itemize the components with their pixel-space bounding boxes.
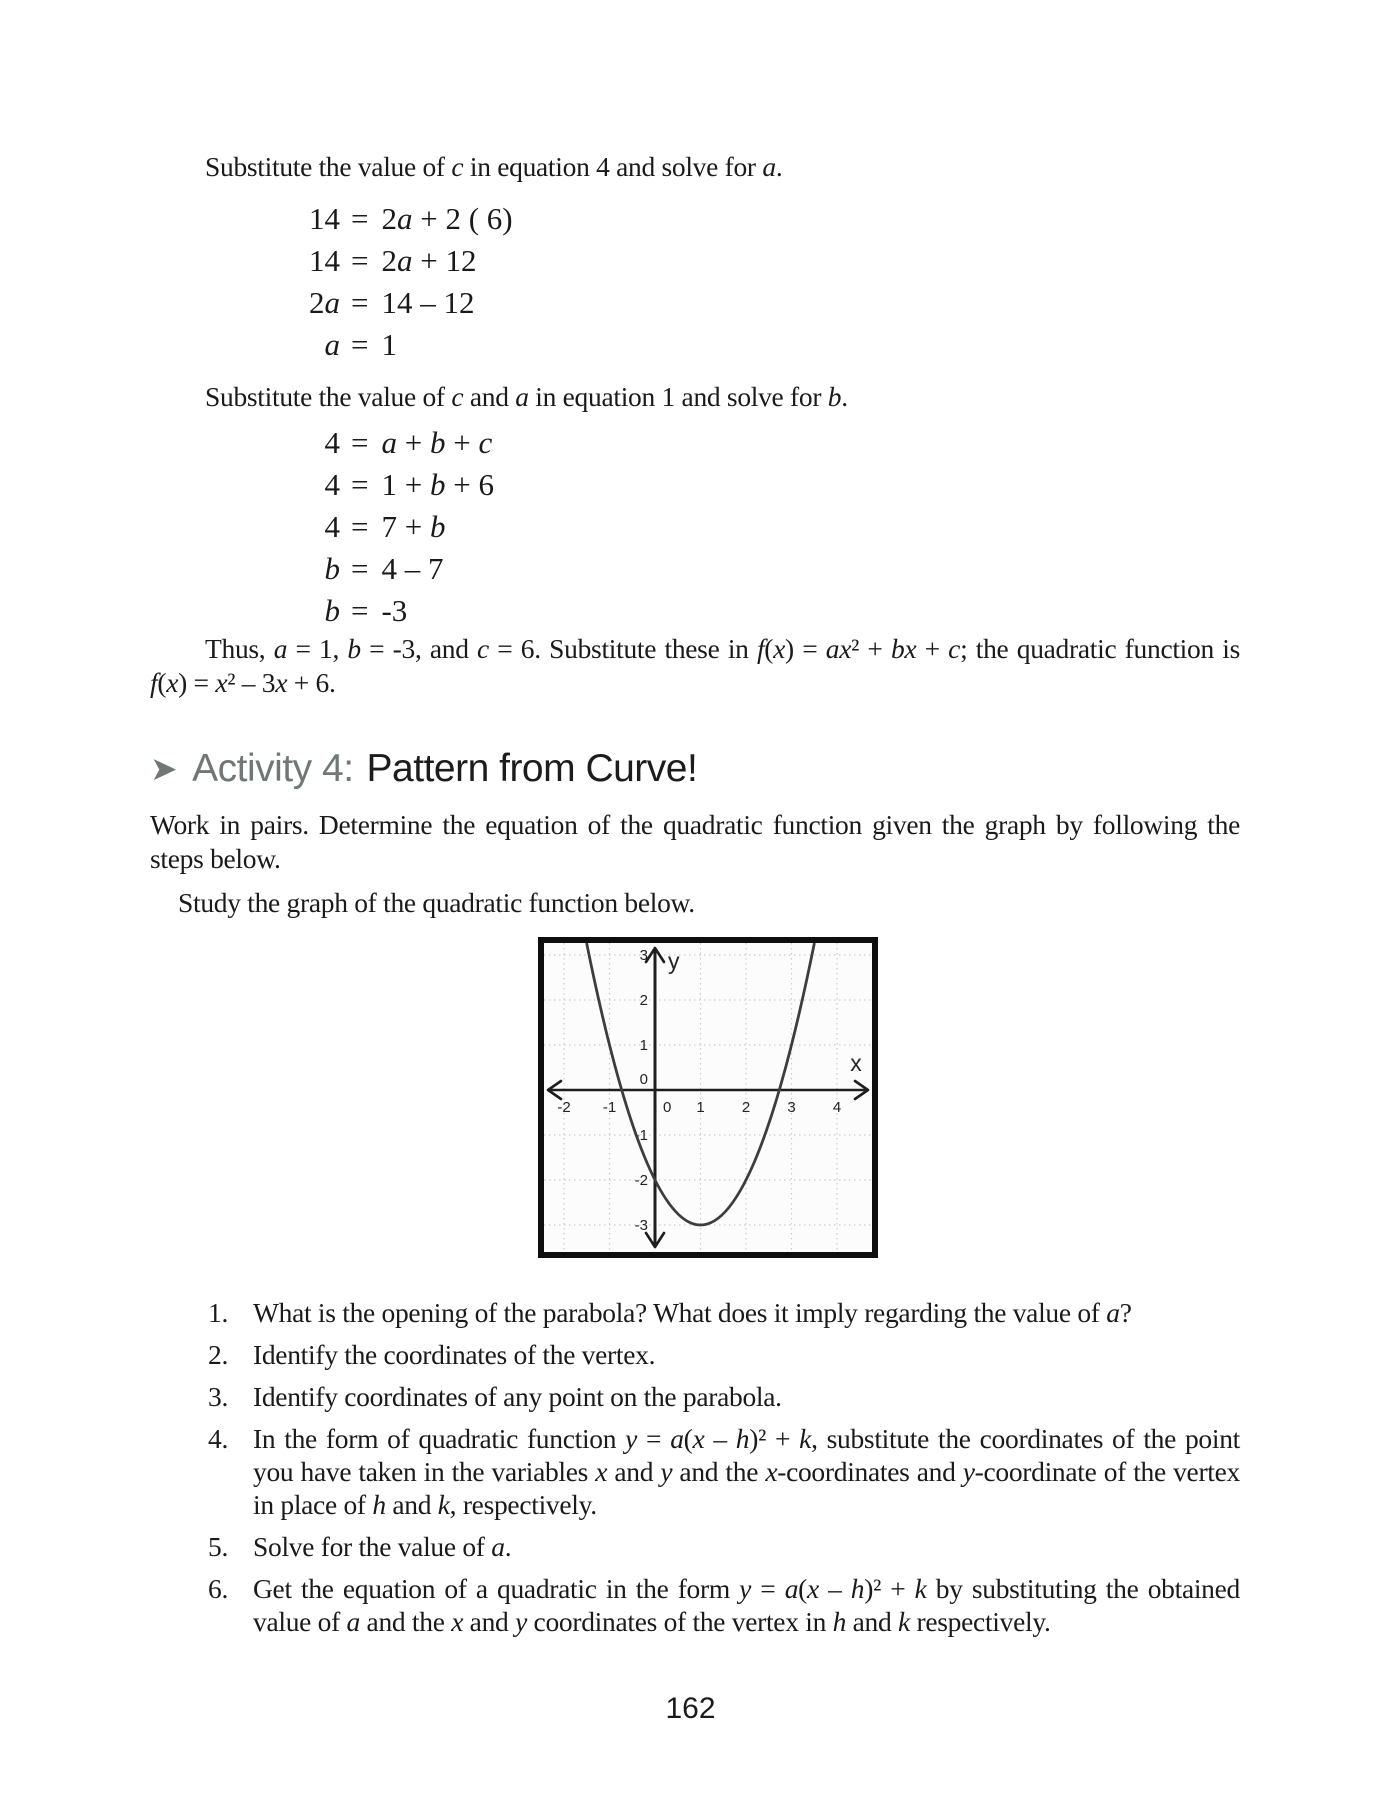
- svg-text:3: 3: [639, 947, 648, 964]
- equals-sign: =: [351, 327, 369, 362]
- equation-row: [150, 198, 1240, 240]
- equation-row: [150, 506, 1240, 548]
- equation-row: [150, 548, 1240, 590]
- equation-rhs: 1 + b + 6: [381, 467, 494, 502]
- list-item-text: Identify coordinates of any point on the parabola.: [253, 1381, 782, 1412]
- graph-figure: [538, 937, 878, 1258]
- equation-row: [150, 324, 1240, 366]
- question-list: [150, 1296, 1240, 1638]
- list-item: [150, 1296, 1240, 1329]
- activity-title: Pattern from Curve!: [366, 747, 698, 790]
- svg-text:-1: -1: [634, 1127, 648, 1144]
- svg-text:x: x: [850, 1050, 862, 1076]
- paragraph-substitute-c: Substitute the value of c in equation 4 and solve for a.: [205, 151, 783, 182]
- list-item-text: Get the equation of a quadratic in the form y = a(x – h)² + k by substituting the obtained value of a and the x and y coordinates of the vertex in h and k respectively.: [253, 1573, 1240, 1637]
- svg-text:1: 1: [696, 1099, 705, 1116]
- equation-rhs: 14 – 12: [381, 285, 475, 320]
- svg-text:y: y: [668, 948, 680, 974]
- equation-lhs: 14: [309, 243, 340, 278]
- activity-heading: [150, 744, 1240, 794]
- list-item-number: 4.: [208, 1423, 229, 1454]
- equals-sign: =: [351, 201, 369, 236]
- list-item: [150, 1422, 1240, 1521]
- equation-lhs: a: [324, 327, 340, 362]
- equation-rhs: a + b + c: [381, 425, 493, 460]
- equals-sign: =: [351, 593, 369, 628]
- equation-rhs: 1: [381, 327, 397, 362]
- equation-rhs: 2a + 12: [381, 243, 477, 278]
- arrowhead-icon: ➤: [150, 750, 178, 787]
- page-content: [150, 0, 1240, 1647]
- equals-sign: =: [351, 467, 369, 502]
- list-item-number: 5.: [208, 1531, 229, 1562]
- list-item: [150, 1338, 1240, 1371]
- page-number: 162: [665, 1692, 716, 1725]
- equation-lhs: 2a: [309, 285, 340, 320]
- svg-text:3: 3: [787, 1099, 796, 1116]
- equation-row: [150, 590, 1240, 632]
- equals-sign: =: [351, 243, 369, 278]
- equals-sign: =: [351, 509, 369, 544]
- svg-text:-1: -1: [602, 1099, 617, 1116]
- svg-text:0: 0: [639, 1071, 648, 1088]
- equation-lhs: 14: [309, 201, 340, 236]
- equals-sign: =: [351, 425, 369, 460]
- list-item-number: 6.: [208, 1573, 229, 1604]
- equation-row: [150, 240, 1240, 282]
- list-item: [150, 1380, 1240, 1413]
- paragraph-conclusion: Thus, a = 1, b = -3, and c = 6. Substitute these in f(x) = ax² + bx + c; the quadratic function is f(x) = x² – 3x + 6.: [150, 633, 1240, 698]
- activity-label: Activity 4:: [192, 747, 354, 790]
- svg-text:2: 2: [639, 992, 648, 1009]
- equals-sign: =: [351, 285, 369, 320]
- equation-row: [150, 464, 1240, 506]
- list-item: [150, 1530, 1240, 1563]
- svg-text:2: 2: [741, 1099, 751, 1116]
- paragraph-activity-intro: Work in pairs. Determine the equation of the quadratic function given the graph by following the steps below.: [150, 809, 1240, 874]
- equals-sign: =: [351, 551, 369, 586]
- svg-text:-2: -2: [557, 1099, 571, 1116]
- equation-lhs: b: [324, 551, 340, 586]
- list-item-number: 1.: [208, 1297, 229, 1328]
- list-item-text: What is the opening of the parabola? What does it imply regarding the value of a?: [253, 1297, 1132, 1328]
- paragraph-study-line: Study the graph of the quadratic function below.: [178, 887, 695, 918]
- list-item-number: 3.: [208, 1381, 229, 1412]
- equation-rhs: 4 – 7: [381, 551, 444, 586]
- paragraph-substitute-c-a: Substitute the value of c and a in equation 1 and solve for b.: [205, 381, 848, 412]
- equation-rhs: -3: [381, 593, 408, 628]
- equation-lhs: b: [324, 593, 340, 628]
- list-item-number: 2.: [208, 1339, 229, 1370]
- equation-row: [150, 422, 1240, 464]
- equation-block-solve-b: [150, 422, 1240, 632]
- list-item: [150, 1572, 1240, 1638]
- equation-lhs: 4: [324, 425, 340, 460]
- list-item-text: In the form of quadratic function y = a(x – h)² + k, substitute the coordinates of the point you have taken in the variables x and y and the x-coordinates and y-coordinate of the vertex in place of h and k, respectively.: [253, 1423, 1240, 1520]
- equation-rhs: 7 + b: [381, 509, 446, 544]
- svg-text:-3: -3: [634, 1217, 648, 1234]
- equation-lhs: 4: [324, 467, 340, 502]
- equation-row: [150, 282, 1240, 324]
- equation-block-solve-a: [150, 198, 1240, 366]
- svg-text:4: 4: [832, 1099, 842, 1116]
- equation-rhs: 2a + 2 ( 6): [381, 201, 513, 236]
- list-item-text: Identify the coordinates of the vertex.: [253, 1339, 656, 1370]
- svg-text:-2: -2: [634, 1172, 648, 1189]
- list-item-text: Solve for the value of a.: [253, 1531, 512, 1562]
- parabola-graph-svg: [544, 943, 872, 1252]
- svg-text:1: 1: [639, 1037, 648, 1054]
- svg-text:0: 0: [663, 1099, 672, 1116]
- equation-lhs: 4: [324, 509, 340, 544]
